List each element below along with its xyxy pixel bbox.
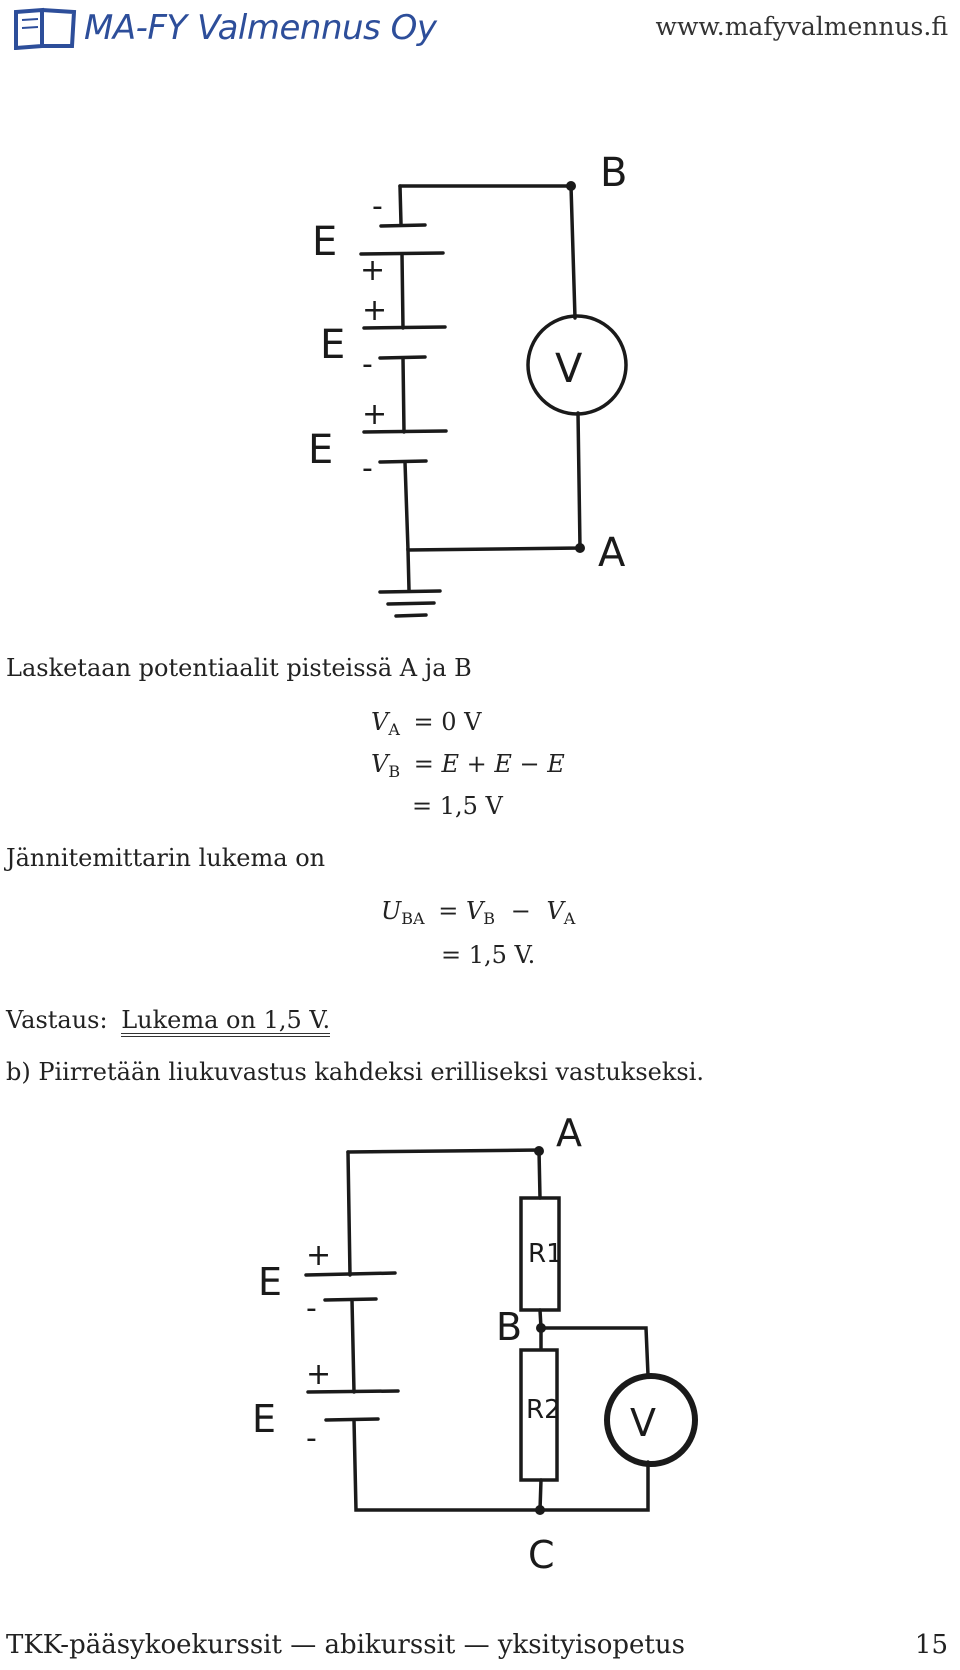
- plus-sign: +: [306, 1238, 332, 1273]
- circuit-diagram-1: [0, 0, 960, 640]
- wire: [352, 1300, 354, 1392]
- answer-prefix: Vastaus:: [6, 1006, 108, 1034]
- battery-cell: [364, 327, 445, 358]
- battery-cell: [361, 225, 443, 254]
- uba-v1: V: [465, 897, 484, 925]
- footer-text: TKK-pääsykoekurssit — abikurssit — yksityisopetus: [6, 1630, 685, 1660]
- wire: [400, 186, 401, 224]
- node-b: [566, 181, 576, 191]
- label-b: B: [496, 1305, 523, 1349]
- wire: [408, 413, 580, 590]
- equation-uba: [381, 897, 576, 928]
- voltmeter-symbol: V: [555, 346, 583, 392]
- logo-text: MA-FY Valmennus Oy: [84, 8, 437, 48]
- vb-symbol: V: [371, 750, 389, 778]
- intro-text: Lasketaan potentiaalit pisteissä A ja B: [6, 654, 472, 682]
- battery-cell: [364, 431, 446, 462]
- label-b: B: [600, 150, 628, 196]
- plus-sign: +: [362, 397, 388, 432]
- battery-cell: [306, 1273, 395, 1300]
- battery-label: E: [308, 427, 334, 473]
- resistor-r1-label: R1: [528, 1239, 563, 1269]
- uba-eq: =: [438, 897, 459, 925]
- circuit-diagram-2: [0, 1100, 960, 1590]
- label-a: A: [556, 1111, 582, 1155]
- resistor-r2-label: R2: [526, 1395, 561, 1425]
- wire: [405, 462, 408, 550]
- equation-vb-result: = 1,5 V: [412, 792, 503, 820]
- label-c: C: [528, 1533, 555, 1577]
- answer-value: Lukema on 1,5 V.: [121, 1007, 330, 1037]
- minus-sign: -: [362, 347, 373, 382]
- ground-symbol: [380, 591, 440, 616]
- battery-label: E: [320, 322, 346, 368]
- wire: [354, 1420, 540, 1510]
- battery-label: E: [312, 219, 338, 265]
- uba-v2-subscript: A: [563, 909, 576, 928]
- minus-sign: -: [306, 1421, 317, 1456]
- voltmeter-symbol: V: [630, 1401, 656, 1445]
- uba-v1-subscript: B: [483, 909, 496, 928]
- battery-cell: [308, 1391, 398, 1420]
- node-a: [575, 543, 585, 553]
- plus-sign: +: [362, 293, 388, 328]
- answer: [6, 1006, 330, 1037]
- battery-label: E: [258, 1260, 283, 1304]
- battery-label: E: [252, 1397, 277, 1441]
- va-symbol: V: [371, 708, 389, 736]
- wire: [403, 358, 404, 432]
- reading-intro-text: Jännitemittarin lukema on: [6, 844, 326, 872]
- plus-sign: +: [306, 1357, 332, 1392]
- node-c: [535, 1505, 545, 1515]
- wire: [348, 1150, 540, 1198]
- uba-minus: −: [510, 897, 531, 925]
- plus-sign: +: [360, 253, 386, 288]
- uba-symbol: U: [381, 897, 402, 925]
- wire: [402, 254, 403, 328]
- uba-v2: V: [546, 897, 564, 925]
- part-b-text: b) Piirretään liukuvastus kahdeksi erilliseksi vastukseksi.: [6, 1058, 705, 1086]
- vb-rhs: = E + E − E: [413, 750, 565, 778]
- minus-sign: -: [306, 1291, 317, 1326]
- node-b: [536, 1323, 546, 1333]
- equation-va: [371, 708, 482, 739]
- equation-vb: [371, 750, 565, 781]
- uba-subscript: BA: [401, 909, 425, 928]
- minus-sign: -: [372, 189, 383, 224]
- node-a: [534, 1146, 544, 1156]
- page-number: 15: [914, 1630, 948, 1660]
- site-url[interactable]: www.mafyvalmennus.fi: [655, 12, 948, 41]
- va-rhs: = 0 V: [413, 708, 482, 736]
- equation-uba-result: = 1,5 V.: [441, 941, 536, 969]
- wire: [348, 1152, 350, 1275]
- label-a: A: [598, 530, 626, 576]
- vb-subscript: B: [388, 762, 401, 781]
- va-subscript: A: [388, 720, 400, 739]
- minus-sign: -: [362, 451, 373, 486]
